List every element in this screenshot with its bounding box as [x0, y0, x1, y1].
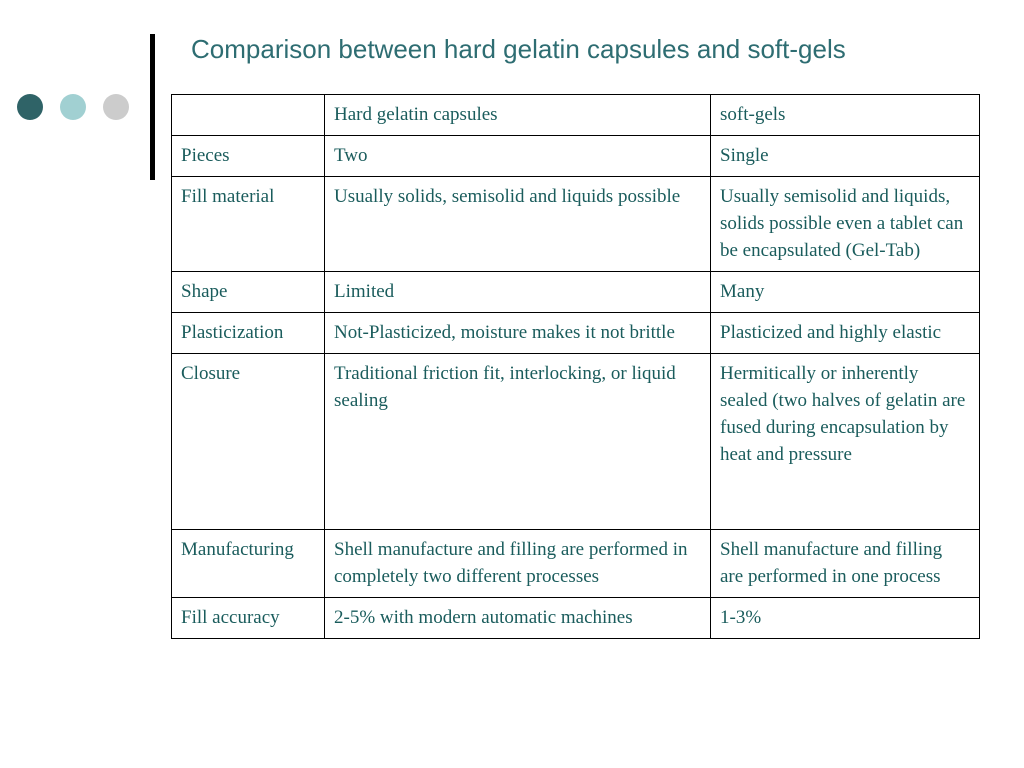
table-header-row	[172, 95, 980, 136]
dot-light-teal	[60, 94, 86, 120]
table-row-shape	[172, 272, 980, 313]
row-label: Closure	[172, 354, 325, 530]
row-label: Plasticization	[172, 313, 325, 354]
soft-gels-cell: Plasticized and highly elastic	[711, 313, 980, 354]
hard-gelatin-cell: 2-5% with modern automatic machines	[325, 598, 711, 639]
table-row-plasticization	[172, 313, 980, 354]
table-row-manufacturing	[172, 530, 980, 598]
dot-gray	[103, 94, 129, 120]
soft-gels-cell: 1-3%	[711, 598, 980, 639]
hard-gelatin-cell: Usually solids, semisolid and liquids possible	[325, 177, 711, 272]
table-row-fill-accuracy	[172, 598, 980, 639]
header-cell-hard-gelatin: Hard gelatin capsules	[325, 95, 711, 136]
table-row-pieces	[172, 136, 980, 177]
hard-gelatin-cell: Two	[325, 136, 711, 177]
comparison-table	[171, 94, 980, 639]
vertical-divider	[150, 34, 155, 180]
table-row-closure	[172, 354, 980, 530]
soft-gels-cell: Usually semisolid and liquids, solids possible even a tablet can be encapsulated (Gel-Tab)	[711, 177, 980, 272]
row-label: Shape	[172, 272, 325, 313]
soft-gels-cell: Many	[711, 272, 980, 313]
soft-gels-cell: Hermitically or inherently sealed (two halves of gelatin are fused during encapsulation by heat and pressure	[711, 354, 980, 530]
dot-dark-teal	[17, 94, 43, 120]
slide-title: Comparison between hard gelatin capsules and soft-gels	[191, 34, 846, 64]
table-row-fill-material	[172, 177, 980, 272]
soft-gels-cell: Shell manufacture and filling are performed in one process	[711, 530, 980, 598]
row-label: Manufacturing	[172, 530, 325, 598]
hard-gelatin-cell: Shell manufacture and filling are performed in completely two different processes	[325, 530, 711, 598]
header-cell-empty	[172, 95, 325, 136]
hard-gelatin-cell: Traditional friction fit, interlocking, or liquid sealing	[325, 354, 711, 530]
row-label: Fill accuracy	[172, 598, 325, 639]
row-label: Pieces	[172, 136, 325, 177]
header-cell-soft-gels: soft-gels	[711, 95, 980, 136]
hard-gelatin-cell: Not-Plasticized, moisture makes it not brittle	[325, 313, 711, 354]
row-label: Fill material	[172, 177, 325, 272]
soft-gels-cell: Single	[711, 136, 980, 177]
hard-gelatin-cell: Limited	[325, 272, 711, 313]
